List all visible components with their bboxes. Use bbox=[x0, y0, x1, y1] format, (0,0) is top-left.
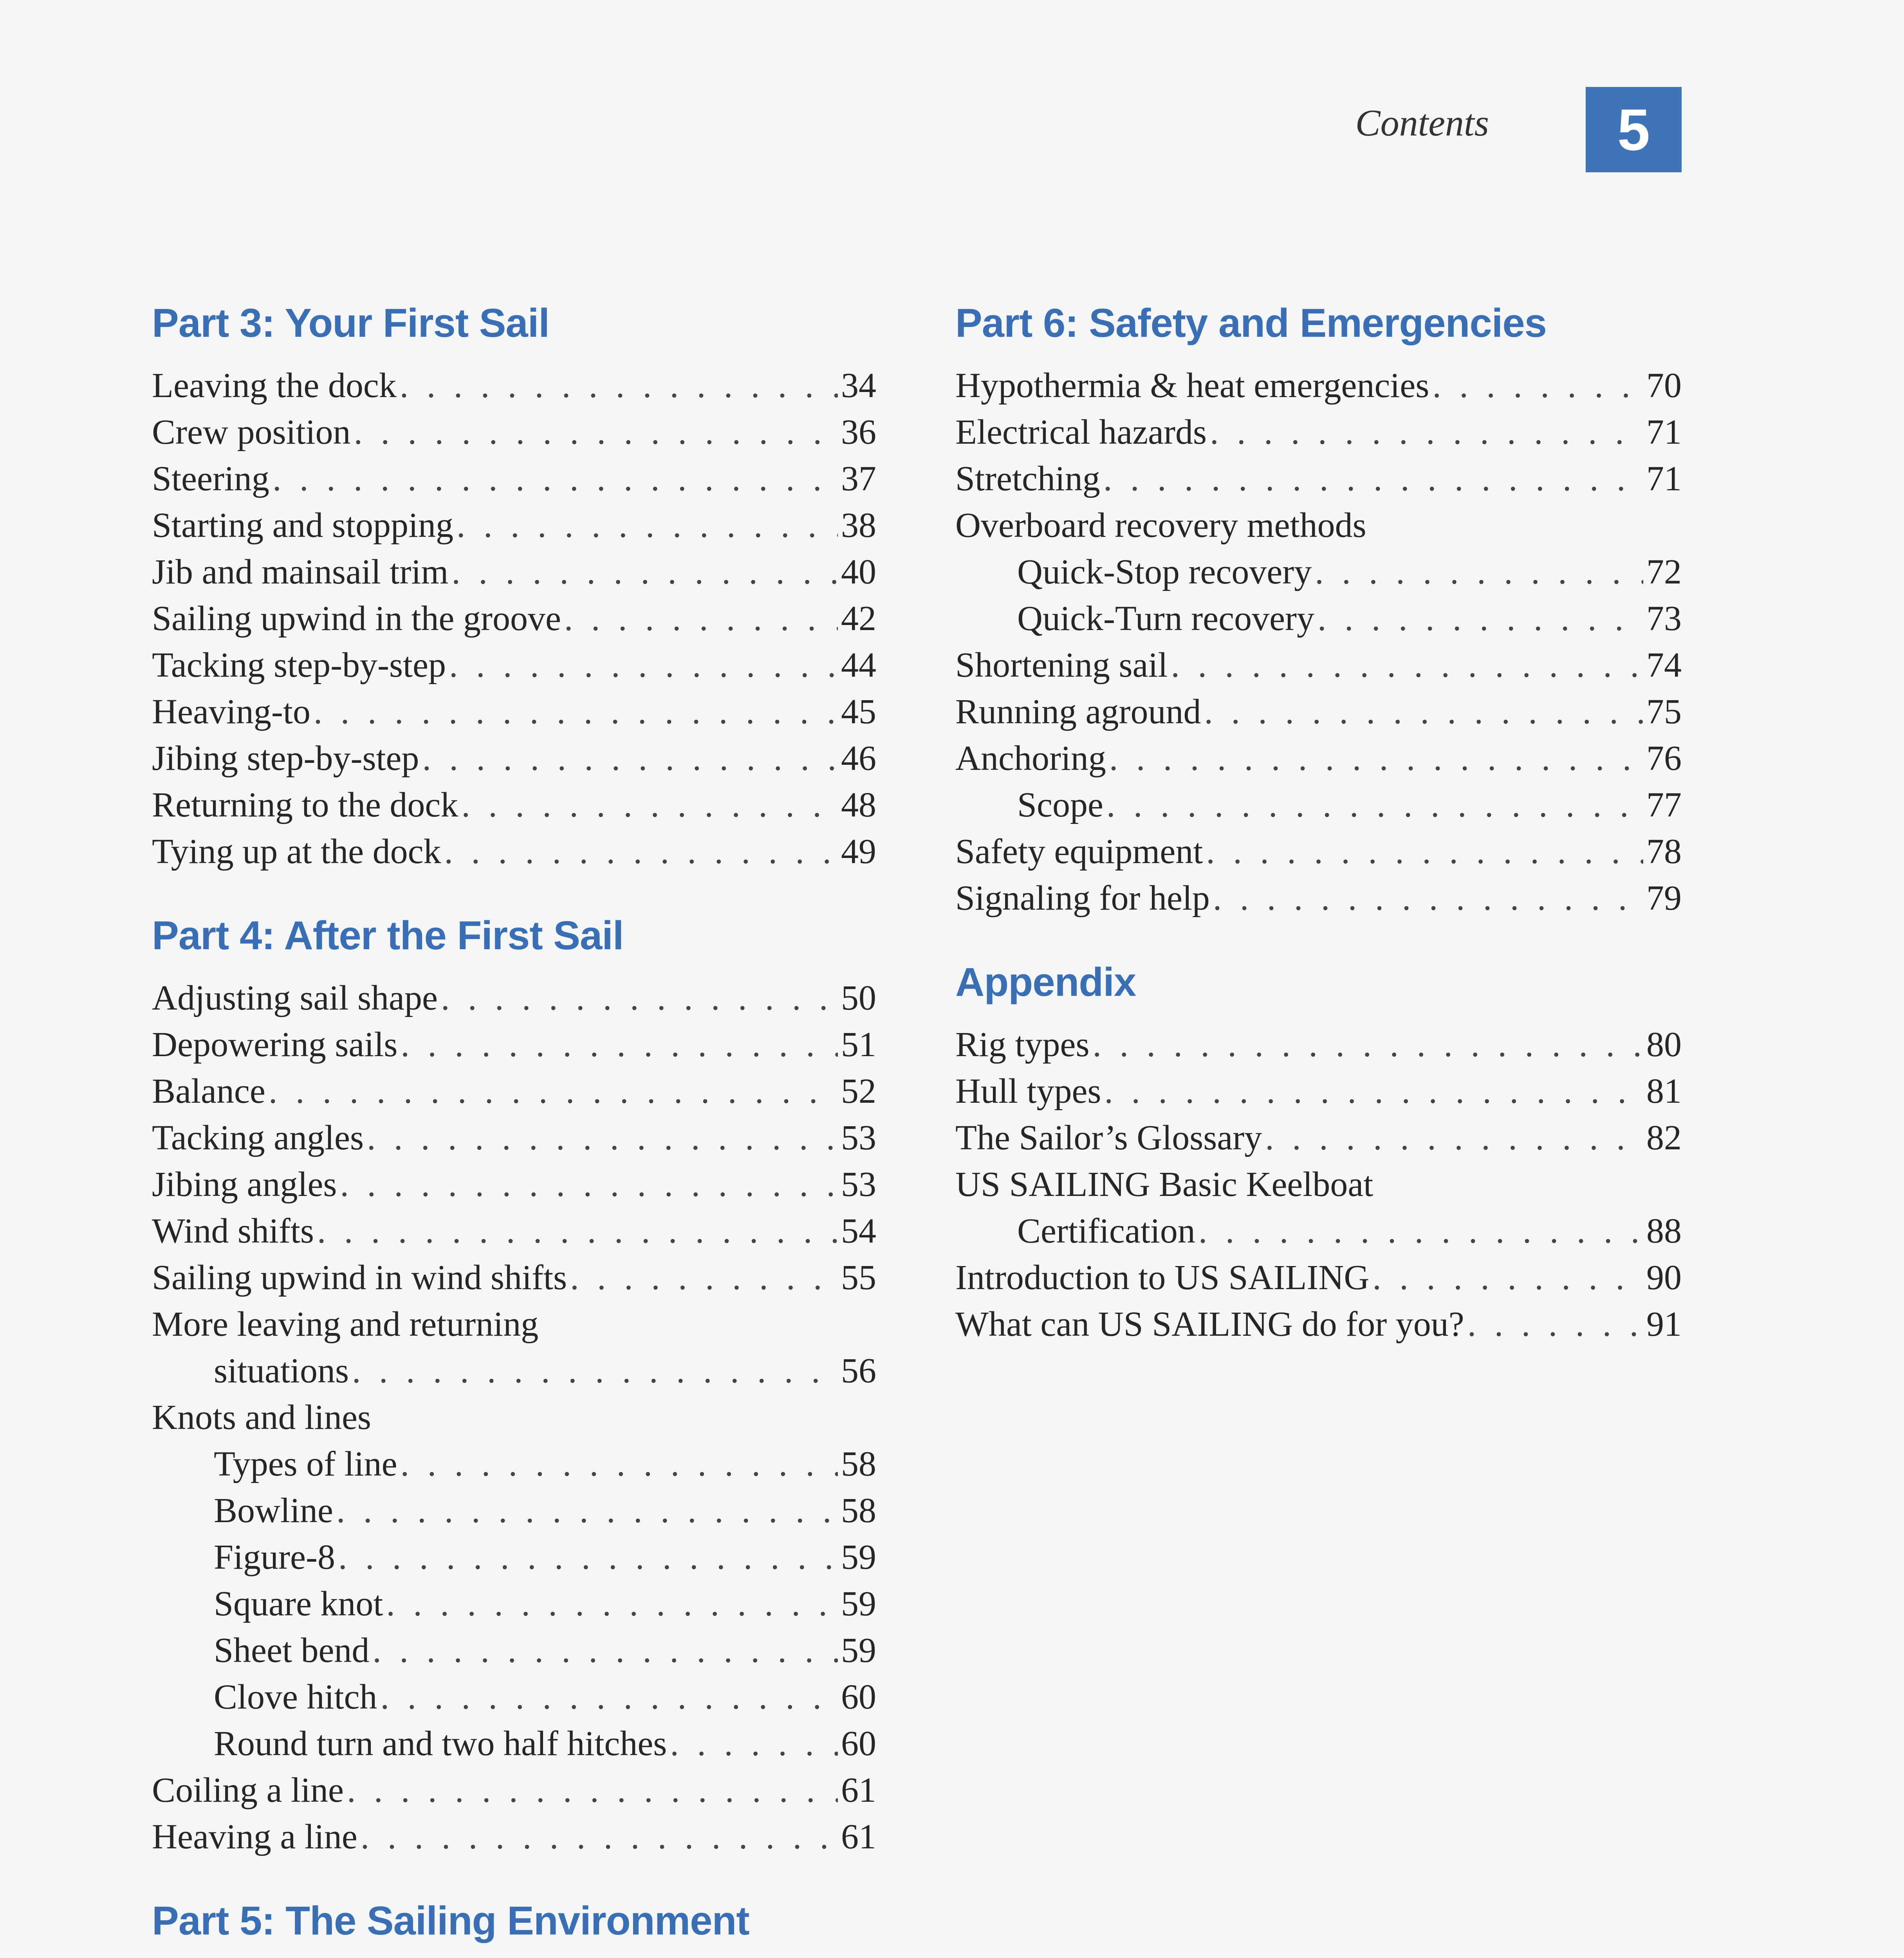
toc-entry[interactable] bbox=[955, 549, 1682, 595]
toc-entry[interactable] bbox=[152, 1767, 876, 1813]
dot-leader bbox=[338, 1534, 838, 1580]
dot-leader bbox=[400, 362, 838, 409]
toc-entry-page-number: 48 bbox=[841, 786, 876, 824]
dot-leader bbox=[1104, 1068, 1643, 1114]
dot-leader bbox=[451, 549, 838, 595]
toc-entry-page-number: 88 bbox=[1646, 1212, 1682, 1250]
toc-entry-label: situations bbox=[214, 1351, 349, 1390]
toc-entry-label: Coiling a line bbox=[152, 1771, 344, 1810]
toc-entry-page-number: 59 bbox=[841, 1584, 876, 1623]
toc-entry-page-number: 51 bbox=[841, 1025, 876, 1064]
section-title: Appendix bbox=[955, 959, 1136, 1004]
toc-entry-label: Sailing upwind in wind shifts bbox=[152, 1258, 567, 1297]
toc-entry[interactable] bbox=[152, 735, 876, 782]
toc-entry[interactable] bbox=[152, 1301, 876, 1347]
toc-entry-label: Shortening sail bbox=[955, 646, 1168, 685]
toc-entry-label: Hypothermia & heat emergencies bbox=[955, 366, 1429, 405]
toc-entry[interactable] bbox=[152, 1394, 876, 1441]
dot-leader bbox=[380, 1674, 838, 1720]
toc-entry-page-number: 42 bbox=[841, 599, 876, 638]
toc-entry-page-number: 82 bbox=[1646, 1118, 1682, 1157]
dot-leader bbox=[1432, 362, 1643, 409]
toc-entry[interactable] bbox=[152, 1813, 876, 1860]
toc-entry-label: Round turn and two half hitches bbox=[214, 1724, 667, 1763]
toc-entry-page-number: 80 bbox=[1646, 1025, 1682, 1064]
toc-entry[interactable] bbox=[152, 1720, 876, 1767]
dot-leader bbox=[570, 1254, 838, 1301]
toc-entry-label: Knots and lines bbox=[152, 1398, 371, 1437]
toc-entry-page-number: 59 bbox=[841, 1631, 876, 1670]
toc-entry-label: Overboard recovery methods bbox=[955, 506, 1366, 545]
toc-entry-label: Sheet bend bbox=[214, 1631, 370, 1670]
toc-entry[interactable] bbox=[152, 1487, 876, 1534]
toc-entry[interactable] bbox=[955, 1021, 1682, 1068]
dot-leader bbox=[1213, 875, 1643, 921]
toc-entry-page-number: 45 bbox=[841, 692, 876, 731]
dot-leader bbox=[354, 409, 838, 455]
toc-entry[interactable] bbox=[955, 875, 1682, 921]
toc-entry-page-number: 58 bbox=[841, 1445, 876, 1483]
toc-entry-page-number: 71 bbox=[1646, 459, 1682, 498]
dot-leader bbox=[1109, 735, 1643, 782]
dot-leader bbox=[457, 502, 838, 549]
toc-entry-page-number: 34 bbox=[841, 366, 876, 405]
toc-entry[interactable] bbox=[955, 1068, 1682, 1114]
toc-entry-label: Quick-Stop recovery bbox=[1017, 553, 1312, 591]
toc-entry-page-number: 44 bbox=[841, 646, 876, 685]
dot-leader bbox=[386, 1580, 838, 1627]
running-header-title: Contents bbox=[1355, 102, 1489, 144]
toc-entry[interactable] bbox=[955, 828, 1682, 875]
toc-entry[interactable] bbox=[955, 1114, 1682, 1161]
toc-entry[interactable] bbox=[152, 549, 876, 595]
toc-entry-label: Balance bbox=[152, 1072, 265, 1111]
toc-entry-page-number: 74 bbox=[1646, 646, 1682, 685]
toc-entry-label: Figure-8 bbox=[214, 1538, 335, 1577]
toc-entry[interactable] bbox=[152, 1114, 876, 1161]
toc-entry-page-number: 54 bbox=[841, 1212, 876, 1250]
dot-leader bbox=[340, 1161, 838, 1208]
dot-leader bbox=[1198, 1208, 1643, 1254]
toc-entry-label: Certification bbox=[1017, 1212, 1195, 1250]
toc-entry-label: Starting and stopping bbox=[152, 506, 453, 545]
section-title: Part 5: The Sailing Environment bbox=[152, 1898, 749, 1943]
dot-leader bbox=[1093, 1021, 1643, 1068]
dot-leader bbox=[444, 828, 838, 875]
toc-entry-page-number: 37 bbox=[841, 459, 876, 498]
dot-leader bbox=[1210, 409, 1643, 455]
toc-entry[interactable] bbox=[955, 595, 1682, 642]
toc-left-column bbox=[152, 296, 876, 1958]
toc-entry[interactable] bbox=[152, 1674, 876, 1720]
toc-entry-label: Clove hitch bbox=[214, 1678, 377, 1716]
toc-entry[interactable] bbox=[152, 1021, 876, 1068]
toc-entry-label: Tying up at the dock bbox=[152, 832, 441, 871]
dot-leader bbox=[347, 1767, 838, 1813]
section-title: Part 4: After the First Sail bbox=[152, 913, 624, 958]
toc-entry-page-number: 56 bbox=[841, 1351, 876, 1390]
toc-entry[interactable] bbox=[152, 1580, 876, 1627]
toc-entry-label: Steering bbox=[152, 459, 269, 498]
dot-leader bbox=[1106, 782, 1643, 828]
toc-entry[interactable] bbox=[955, 735, 1682, 782]
dot-leader bbox=[422, 735, 838, 782]
dot-leader bbox=[372, 1627, 838, 1674]
toc-entry[interactable] bbox=[152, 1254, 876, 1301]
toc-entry[interactable] bbox=[152, 975, 876, 1021]
toc-section bbox=[152, 908, 876, 1860]
toc-entry[interactable] bbox=[152, 1161, 876, 1208]
toc-entry-label: What can US SAILING do for you? bbox=[955, 1305, 1464, 1344]
dot-leader bbox=[1372, 1254, 1643, 1301]
toc-entry-label: Square knot bbox=[214, 1584, 383, 1623]
dot-leader bbox=[361, 1813, 838, 1860]
toc-entry-label: Adjusting sail shape bbox=[152, 979, 438, 1017]
toc-entry-page-number: 76 bbox=[1646, 739, 1682, 778]
toc-entry[interactable] bbox=[955, 1208, 1682, 1254]
toc-entry-page-number: 59 bbox=[841, 1538, 876, 1577]
toc-entry[interactable] bbox=[152, 409, 876, 455]
toc-entry[interactable] bbox=[955, 1301, 1682, 1347]
toc-entry-label: Safety equipment bbox=[955, 832, 1203, 871]
dot-leader bbox=[1315, 549, 1643, 595]
toc-entry-label: Signaling for help bbox=[955, 879, 1210, 918]
toc-entry-label: Scope bbox=[1017, 786, 1103, 824]
toc-entry-label: Rig types bbox=[955, 1025, 1090, 1064]
toc-entry[interactable] bbox=[152, 642, 876, 688]
toc-entry[interactable] bbox=[152, 1208, 876, 1254]
toc-entry-label: Leaving the dock bbox=[152, 366, 397, 405]
toc-entry-page-number: 91 bbox=[1646, 1305, 1682, 1344]
toc-entry[interactable] bbox=[955, 409, 1682, 455]
toc-entry-page-number: 49 bbox=[841, 832, 876, 871]
toc-entry-page-number: 52 bbox=[841, 1072, 876, 1111]
toc-entry-label: Heaving a line bbox=[152, 1817, 357, 1856]
toc-section bbox=[955, 955, 1682, 1347]
toc-entry-page-number: 61 bbox=[841, 1817, 876, 1856]
toc-entry-page-number: 60 bbox=[841, 1724, 876, 1763]
toc-entry[interactable] bbox=[152, 688, 876, 735]
dot-leader bbox=[317, 1208, 838, 1254]
dot-leader bbox=[1204, 688, 1643, 735]
dot-leader bbox=[401, 1441, 838, 1487]
toc-entry-label: Jibing step-by-step bbox=[152, 739, 419, 778]
toc-entry-label: Electrical hazards bbox=[955, 413, 1207, 452]
toc-entry-page-number: 77 bbox=[1646, 786, 1682, 824]
toc-entry[interactable] bbox=[955, 782, 1682, 828]
toc-entry-label: More leaving and returning bbox=[152, 1305, 539, 1344]
dot-leader bbox=[336, 1487, 838, 1534]
dot-leader bbox=[441, 975, 838, 1021]
dot-leader bbox=[367, 1114, 838, 1161]
toc-entry-page-number: 79 bbox=[1646, 879, 1682, 918]
toc-entry-label: Wind shifts bbox=[152, 1212, 314, 1250]
toc-entry-page-number: 61 bbox=[841, 1771, 876, 1810]
toc-entry[interactable] bbox=[955, 642, 1682, 688]
toc-entry-page-number: 58 bbox=[841, 1491, 876, 1530]
dot-leader bbox=[401, 1021, 838, 1068]
toc-entry[interactable] bbox=[152, 362, 876, 409]
toc-entry-label: Anchoring bbox=[955, 739, 1106, 778]
toc-entry-page-number: 78 bbox=[1646, 832, 1682, 871]
toc-entry-page-number: 50 bbox=[841, 979, 876, 1017]
section-title: Part 6: Safety and Emergencies bbox=[955, 300, 1547, 345]
dot-leader bbox=[1206, 828, 1643, 875]
toc-entry[interactable] bbox=[152, 1441, 876, 1487]
toc-entry-label: Sailing upwind in the groove bbox=[152, 599, 561, 638]
toc-section bbox=[152, 1893, 876, 1958]
toc-entry-label: US SAILING Basic Keelboat bbox=[955, 1165, 1373, 1204]
toc-entry[interactable] bbox=[152, 595, 876, 642]
toc-entry[interactable] bbox=[955, 502, 1682, 549]
toc-entry-label: Crew position bbox=[152, 413, 351, 452]
toc-entry[interactable] bbox=[152, 1347, 876, 1394]
toc-entry-label: Introduction to US SAILING bbox=[955, 1258, 1370, 1297]
dot-leader bbox=[1103, 455, 1643, 502]
toc-entry[interactable] bbox=[152, 1068, 876, 1114]
toc-entry-label: Running aground bbox=[955, 692, 1201, 731]
toc-entry-label: Depowering sails bbox=[152, 1025, 398, 1064]
page-number-badge: 5 bbox=[1586, 87, 1682, 172]
toc-entry-label: Jib and mainsail trim bbox=[152, 553, 449, 591]
toc-entry-label: Quick-Turn recovery bbox=[1017, 599, 1314, 638]
toc-entry[interactable] bbox=[152, 782, 876, 828]
toc-section bbox=[955, 296, 1682, 921]
toc-entry-label: The Sailor’s Glossary bbox=[955, 1118, 1262, 1157]
toc-entry[interactable] bbox=[152, 502, 876, 549]
toc-entry-page-number: 90 bbox=[1646, 1258, 1682, 1297]
toc-entry-page-number: 75 bbox=[1646, 692, 1682, 731]
toc-entry[interactable] bbox=[152, 455, 876, 502]
toc-entry-page-number: 71 bbox=[1646, 413, 1682, 452]
toc-entry-page-number: 53 bbox=[841, 1165, 876, 1204]
dot-leader bbox=[352, 1347, 838, 1394]
toc-entry-label: Hull types bbox=[955, 1072, 1101, 1111]
dot-leader bbox=[314, 688, 838, 735]
dot-leader bbox=[1265, 1114, 1643, 1161]
toc-entry[interactable] bbox=[955, 362, 1682, 409]
toc-entry-page-number: 36 bbox=[841, 413, 876, 452]
toc-entry-label: Bowline bbox=[214, 1491, 333, 1530]
toc-entry-page-number: 70 bbox=[1646, 366, 1682, 405]
toc-entry-label: Tacking angles bbox=[152, 1118, 364, 1157]
toc-entry-page-number: 73 bbox=[1646, 599, 1682, 638]
section-title: Part 3: Your First Sail bbox=[152, 300, 549, 345]
toc-entry-page-number: 81 bbox=[1646, 1072, 1682, 1111]
dot-leader bbox=[461, 782, 838, 828]
toc-entry-page-number: 60 bbox=[841, 1678, 876, 1716]
toc-section bbox=[152, 296, 876, 875]
toc-entry-label: Jibing angles bbox=[152, 1165, 337, 1204]
toc-entry-label: Stretching bbox=[955, 459, 1100, 498]
toc-entry[interactable] bbox=[955, 1161, 1682, 1208]
dot-leader bbox=[1317, 595, 1643, 642]
toc-entry-page-number: 46 bbox=[841, 739, 876, 778]
dot-leader bbox=[564, 595, 838, 642]
toc-entry[interactable] bbox=[955, 455, 1682, 502]
toc-entry[interactable] bbox=[152, 828, 876, 875]
dot-leader bbox=[1171, 642, 1643, 688]
toc-entry-page-number: 55 bbox=[841, 1258, 876, 1297]
toc-entry-page-number: 72 bbox=[1646, 553, 1682, 591]
toc-entry-label: Types of line bbox=[214, 1445, 397, 1483]
toc-right-column bbox=[955, 296, 1682, 1381]
toc-entry-label: Tacking step-by-step bbox=[152, 646, 446, 685]
toc-entry[interactable] bbox=[955, 688, 1682, 735]
toc-entry-label: Heaving-to bbox=[152, 692, 310, 731]
toc-entry[interactable] bbox=[152, 1627, 876, 1674]
toc-entry-page-number: 40 bbox=[841, 553, 876, 591]
toc-entry-label: Returning to the dock bbox=[152, 786, 458, 824]
dot-leader bbox=[273, 455, 838, 502]
dot-leader bbox=[269, 1068, 838, 1114]
toc-entry[interactable] bbox=[152, 1534, 876, 1580]
toc-entry[interactable] bbox=[955, 1254, 1682, 1301]
dot-leader bbox=[1467, 1301, 1643, 1347]
dot-leader bbox=[670, 1720, 838, 1767]
toc-entry-page-number: 38 bbox=[841, 506, 876, 545]
dot-leader bbox=[449, 642, 838, 688]
toc-entry-page-number: 53 bbox=[841, 1118, 876, 1157]
